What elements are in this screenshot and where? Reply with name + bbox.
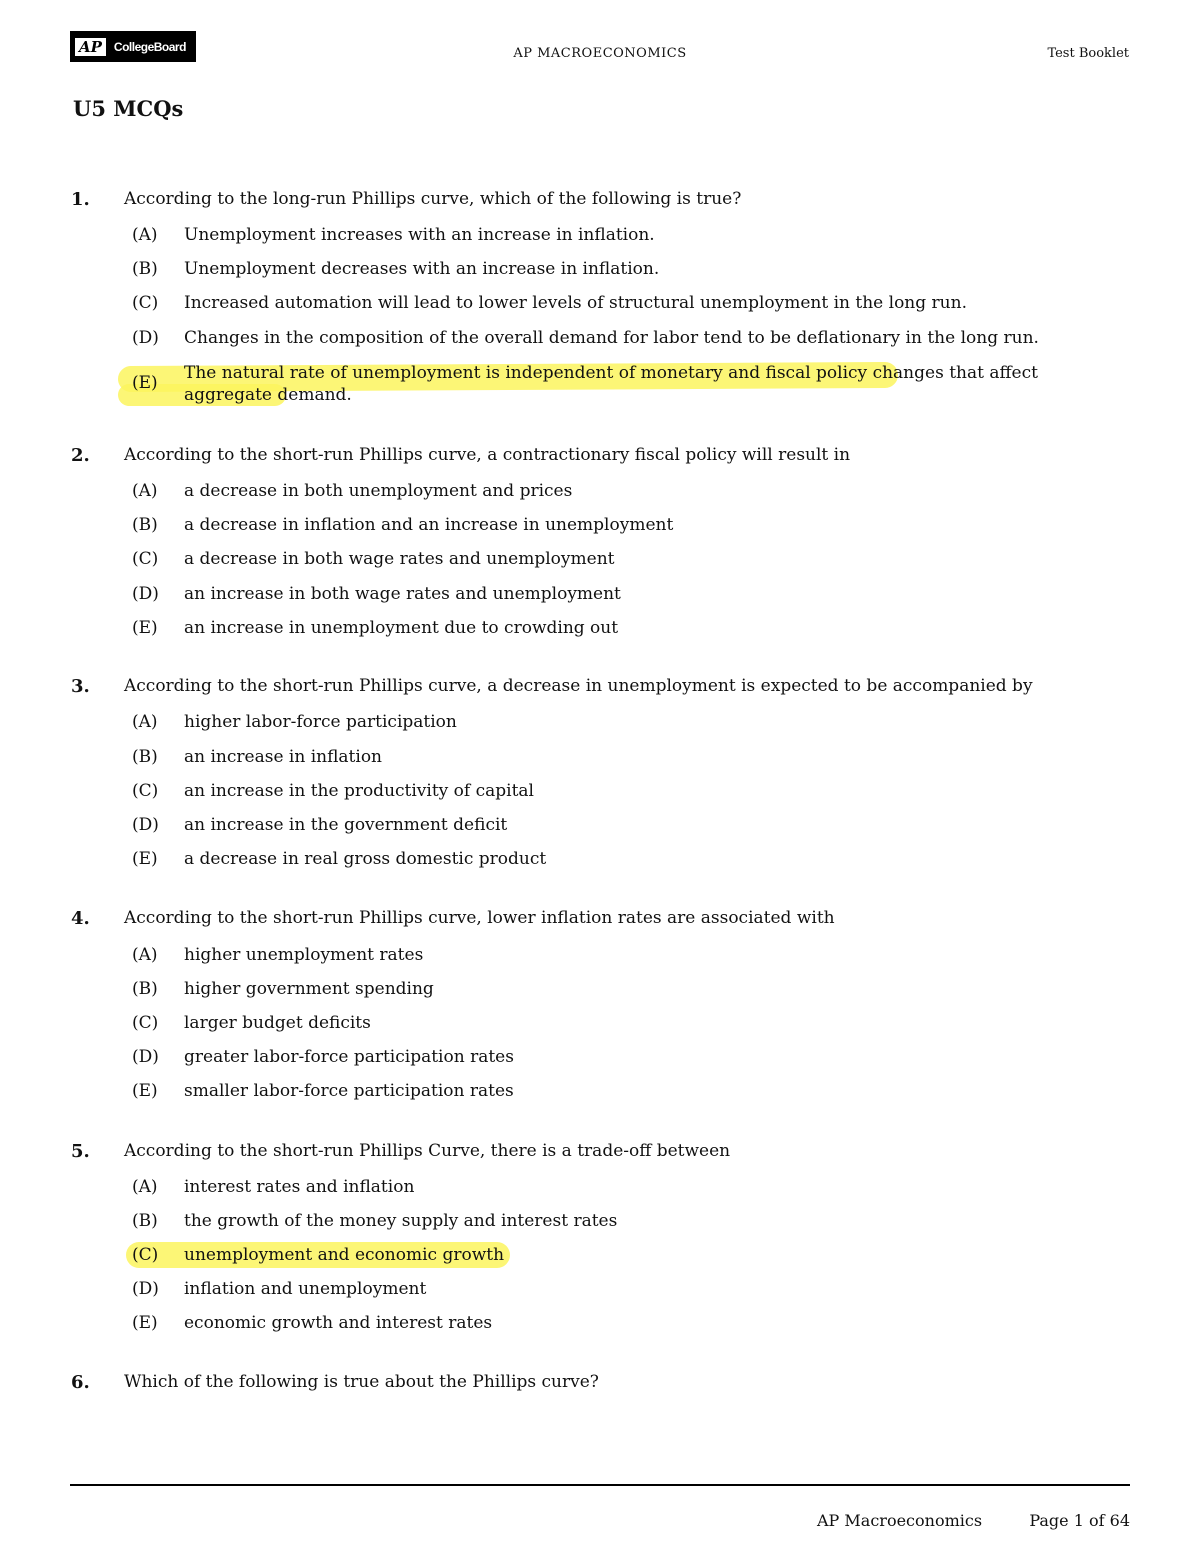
question-text: According to the short-run Phillips curve, lower inflation rates are associated with	[124, 908, 835, 928]
question-6	[71, 1372, 1131, 1402]
page-number: Page 1 of 64	[1029, 1511, 1130, 1530]
option-text: unemployment and economic growth	[184, 1245, 505, 1265]
option-c-highlighted[interactable]	[132, 1245, 1127, 1275]
option-a[interactable]	[132, 225, 1127, 255]
option-e[interactable]	[132, 849, 1127, 879]
option-text: smaller labor-force participation rates	[184, 1081, 514, 1101]
option-letter: (E)	[132, 618, 158, 638]
option-text: a decrease in both unemployment and prices	[184, 481, 573, 501]
option-e[interactable]	[132, 618, 1127, 648]
question-text: According to the long-run Phillips curve, which of the following is true?	[124, 189, 742, 209]
question-number: 2.	[71, 445, 90, 466]
option-letter: (C)	[132, 1013, 159, 1033]
question-3	[71, 676, 1131, 876]
question-number: 1.	[71, 189, 90, 210]
option-b[interactable]	[132, 1211, 1127, 1241]
option-text: greater labor-force participation rates	[184, 1047, 514, 1067]
college-board-logo-text: CollegeBoard	[113, 39, 186, 54]
option-b[interactable]	[132, 979, 1127, 1009]
option-letter: (C)	[132, 293, 159, 313]
option-e-highlighted[interactable]	[132, 362, 1127, 408]
option-text: a decrease in both wage rates and unemployment	[184, 549, 615, 569]
option-text: a decrease in inflation and an increase in unemployment	[184, 515, 674, 535]
option-letter: (A)	[132, 712, 158, 732]
question-text: According to the short-run Phillips curve, a decrease in unemployment is expected to be accompanied by	[124, 676, 1033, 696]
option-c[interactable]	[132, 549, 1127, 579]
question-number: 6.	[71, 1372, 90, 1393]
question-text: According to the short-run Phillips Curve, there is a trade-off between	[124, 1141, 731, 1161]
option-a[interactable]	[132, 712, 1127, 742]
option-text: inflation and unemployment	[184, 1279, 427, 1299]
question-2	[71, 445, 1131, 645]
option-text: The natural rate of unemployment is independent of monetary and fiscal policy changes that affect aggregate demand.	[184, 363, 1038, 405]
option-letter: (A)	[132, 225, 158, 245]
option-text: Unemployment decreases with an increase in inflation.	[184, 259, 660, 279]
option-letter: (A)	[132, 945, 158, 965]
option-letter: (E)	[132, 1313, 158, 1333]
question-4	[71, 908, 1131, 1108]
option-c[interactable]	[132, 293, 1127, 323]
option-letter: (E)	[132, 849, 158, 869]
question-number: 5.	[71, 1141, 90, 1162]
footer-divider	[70, 1484, 1130, 1486]
option-text: interest rates and inflation	[184, 1177, 415, 1197]
question-5	[71, 1141, 1131, 1341]
option-a[interactable]	[132, 945, 1127, 975]
question-1	[71, 189, 1131, 409]
option-b[interactable]	[132, 259, 1127, 289]
option-d[interactable]	[132, 1047, 1127, 1077]
question-text: According to the short-run Phillips curve, a contractionary fiscal policy will result in	[124, 445, 851, 465]
option-text: higher unemployment rates	[184, 945, 424, 965]
option-text: an increase in unemployment due to crowding out	[184, 618, 619, 638]
option-letter: (C)	[132, 549, 159, 569]
option-text: larger budget deficits	[184, 1013, 371, 1033]
question-number: 3.	[71, 676, 90, 697]
option-letter: (D)	[132, 1279, 159, 1299]
option-letter: (D)	[132, 328, 159, 348]
option-a[interactable]	[132, 481, 1127, 511]
option-a[interactable]	[132, 1177, 1127, 1207]
option-c[interactable]	[132, 1013, 1127, 1043]
option-c[interactable]	[132, 781, 1127, 811]
option-d[interactable]	[132, 1279, 1127, 1309]
question-text: Which of the following is true about the Phillips curve?	[124, 1372, 599, 1392]
option-text: Unemployment increases with an increase in inflation.	[184, 225, 655, 245]
option-e[interactable]	[132, 1313, 1127, 1343]
header-booklet-label: Test Booklet	[1047, 46, 1129, 61]
option-letter: (B)	[132, 979, 158, 999]
option-d[interactable]	[132, 815, 1127, 845]
option-letter: (B)	[132, 259, 158, 279]
option-letter: (D)	[132, 1047, 159, 1067]
option-e[interactable]	[132, 1081, 1127, 1111]
option-letter: (B)	[132, 515, 158, 535]
option-text: an increase in the government deficit	[184, 815, 508, 835]
option-text: an increase in inflation	[184, 747, 383, 767]
option-letter: (D)	[132, 815, 159, 835]
option-letter: (E)	[132, 373, 158, 393]
option-text: higher government spending	[184, 979, 434, 999]
option-text: the growth of the money supply and interest rates	[184, 1211, 618, 1231]
page-title: U5 MCQs	[73, 96, 184, 121]
option-text: an increase in both wage rates and unemployment	[184, 584, 621, 604]
option-letter: (B)	[132, 747, 158, 767]
option-b[interactable]	[132, 747, 1127, 777]
option-letter: (C)	[132, 781, 159, 801]
option-letter: (A)	[132, 481, 158, 501]
option-letter: (A)	[132, 1177, 158, 1197]
option-text: Increased automation will lead to lower levels of structural unemployment in the long run.	[184, 293, 967, 313]
option-letter: (D)	[132, 584, 159, 604]
option-text: higher labor-force participation	[184, 712, 457, 732]
option-text: an increase in the productivity of capital	[184, 781, 534, 801]
header-subject: AP MACROECONOMICS	[513, 46, 687, 61]
footer-subject: AP Macroeconomics	[817, 1511, 983, 1530]
option-d[interactable]	[132, 328, 1127, 358]
option-letter: (E)	[132, 1081, 158, 1101]
option-d[interactable]	[132, 584, 1127, 614]
ap-logo-text: AP	[75, 38, 106, 56]
question-number: 4.	[71, 908, 90, 929]
option-letter: (B)	[132, 1211, 158, 1231]
option-text: Changes in the composition of the overall demand for labor tend to be deflationary in the long run.	[184, 328, 1039, 348]
option-letter: (C)	[132, 1245, 159, 1265]
option-text: a decrease in real gross domestic product	[184, 849, 547, 869]
option-b[interactable]	[132, 515, 1127, 545]
option-text: economic growth and interest rates	[184, 1313, 493, 1333]
